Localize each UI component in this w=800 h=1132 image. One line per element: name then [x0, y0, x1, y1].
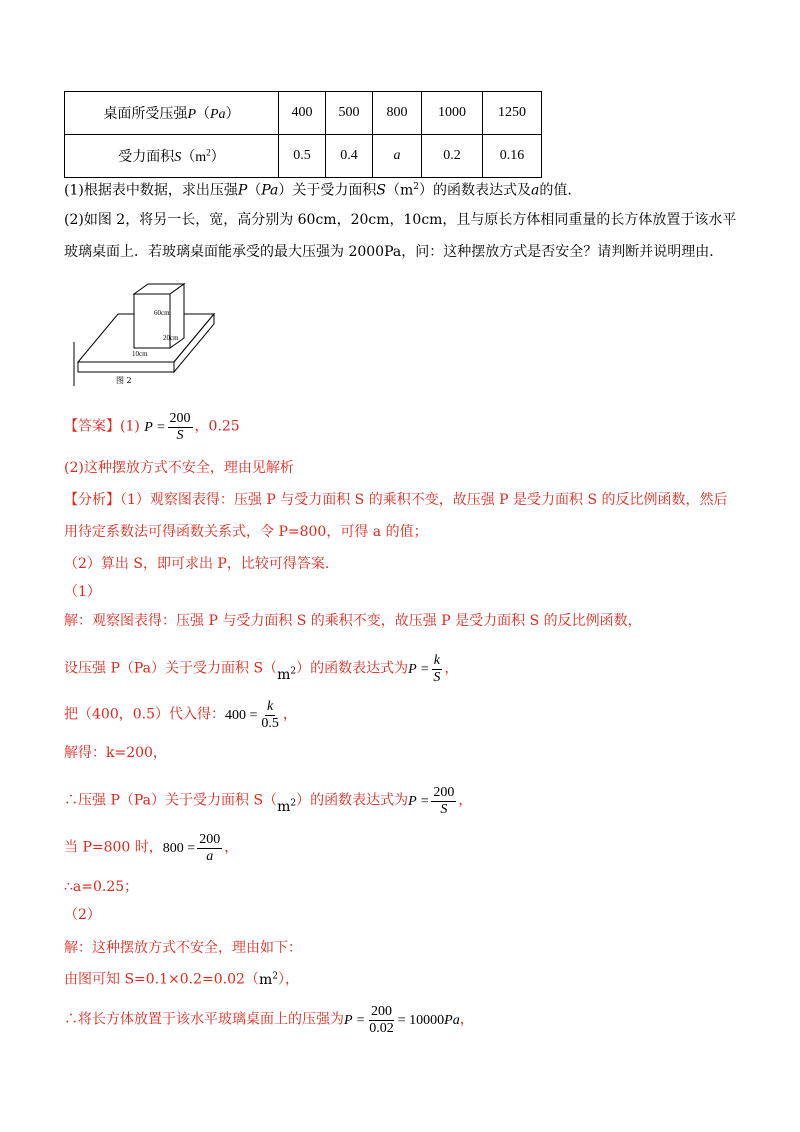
table-header-pressure: 桌面所受压强P（Pa）	[65, 92, 279, 135]
table-cell: 0.4	[326, 135, 373, 178]
solution-line: 把（400，0.5）代入得：400 = $\frac{k}{0.5}$ ，	[64, 699, 297, 731]
analysis-line-1: 【分析】（1）观察图表得：压强 P 与受力面积 S 的乘积不变，故压强 P 是受力面积 S 的反比例函数，然后	[64, 492, 728, 508]
answer-line-1: 【答案】(1) P = $\frac{200}{S}$ ，0.25	[64, 411, 240, 443]
solution-line: 解得：k=200，	[64, 745, 167, 761]
table-row	[65, 92, 542, 135]
question-2-line-1: (2)如图 2，将另一长，宽，高分别为 60cm，20cm，10cm，且与原长方体相同重量的长方体放置于该水平	[64, 212, 737, 228]
solution-line: 设压强 P（Pa）关于受力面积 $S(m^2)$的函数表达式为P = $\frac{k}{S}$ ，	[64, 653, 459, 685]
table-cell: 1000	[422, 92, 483, 135]
figure-caption: 图 2	[116, 376, 132, 385]
analysis-line-3: （2）算出 S，即可求出 P，比较可得答案.	[64, 556, 330, 572]
table-cell: 1250	[483, 92, 542, 135]
solution-line: ∴a=0.25；	[64, 879, 139, 895]
pressure-area-table	[64, 91, 542, 178]
solution-line: ∴压强 P（Pa）关于受力面积 $S(m^2)$的函数表达式为P = $\frac{200}{S}$ ，	[64, 785, 473, 817]
solution-line: 由图可知 $S=0.1\times 0.2=0.02(m^2)$，	[64, 971, 299, 988]
table-cell: 800	[373, 92, 422, 135]
answer-line-2: (2)这种摆放方式不安全，理由见解析	[64, 460, 294, 476]
analysis-line-2: 用待定系数法可得函数关系式，令 P=800，可得 a 的值；	[64, 524, 428, 540]
solution-line: 解：观察图表得：压强 P 与受力面积 S 的乘积不变，故压强 P 是受力面积 S 的反比例函数，	[64, 613, 642, 629]
solution-part-1-label: （1）	[64, 584, 101, 600]
table-cell: 400	[279, 92, 326, 135]
table-cell: 0.2	[422, 135, 483, 178]
question-2-line-2: 玻璃桌面上．若玻璃桌面能承受的最大压强为 2000Pa，问：这种摆放方式是否安全？请判断并说明理由.	[64, 244, 714, 260]
solution-line: ∴将长方体放置于该水平玻璃桌面上的压强为P = $\frac{200}{0.02}$ = 10000Pa，	[64, 1004, 474, 1036]
table-header-area: 受力面积$S(m^2)$	[65, 135, 279, 178]
figure-2-diagram	[64, 282, 254, 392]
solution-line: 当 P=800 时，800 = $\frac{200}{a}$ ，	[64, 832, 239, 864]
height-label: 60cm	[154, 309, 170, 317]
solution-part-2-label: （2）	[64, 907, 101, 923]
table-cell: 500	[326, 92, 373, 135]
table-cell: 0.16	[483, 135, 542, 178]
table-cell: a	[373, 135, 422, 178]
table-row	[65, 135, 542, 178]
width-label: 20cm	[163, 334, 179, 342]
depth-label: 10cm	[132, 350, 148, 358]
table-cell: 0.5	[279, 135, 326, 178]
solution-line: 解：这种摆放方式不安全，理由如下：	[64, 940, 302, 956]
question-1: (1)根据表中数据，求出压强P（Pa）关于受力面积$S(m^2)$的函数表达式及a的值.	[64, 182, 572, 199]
